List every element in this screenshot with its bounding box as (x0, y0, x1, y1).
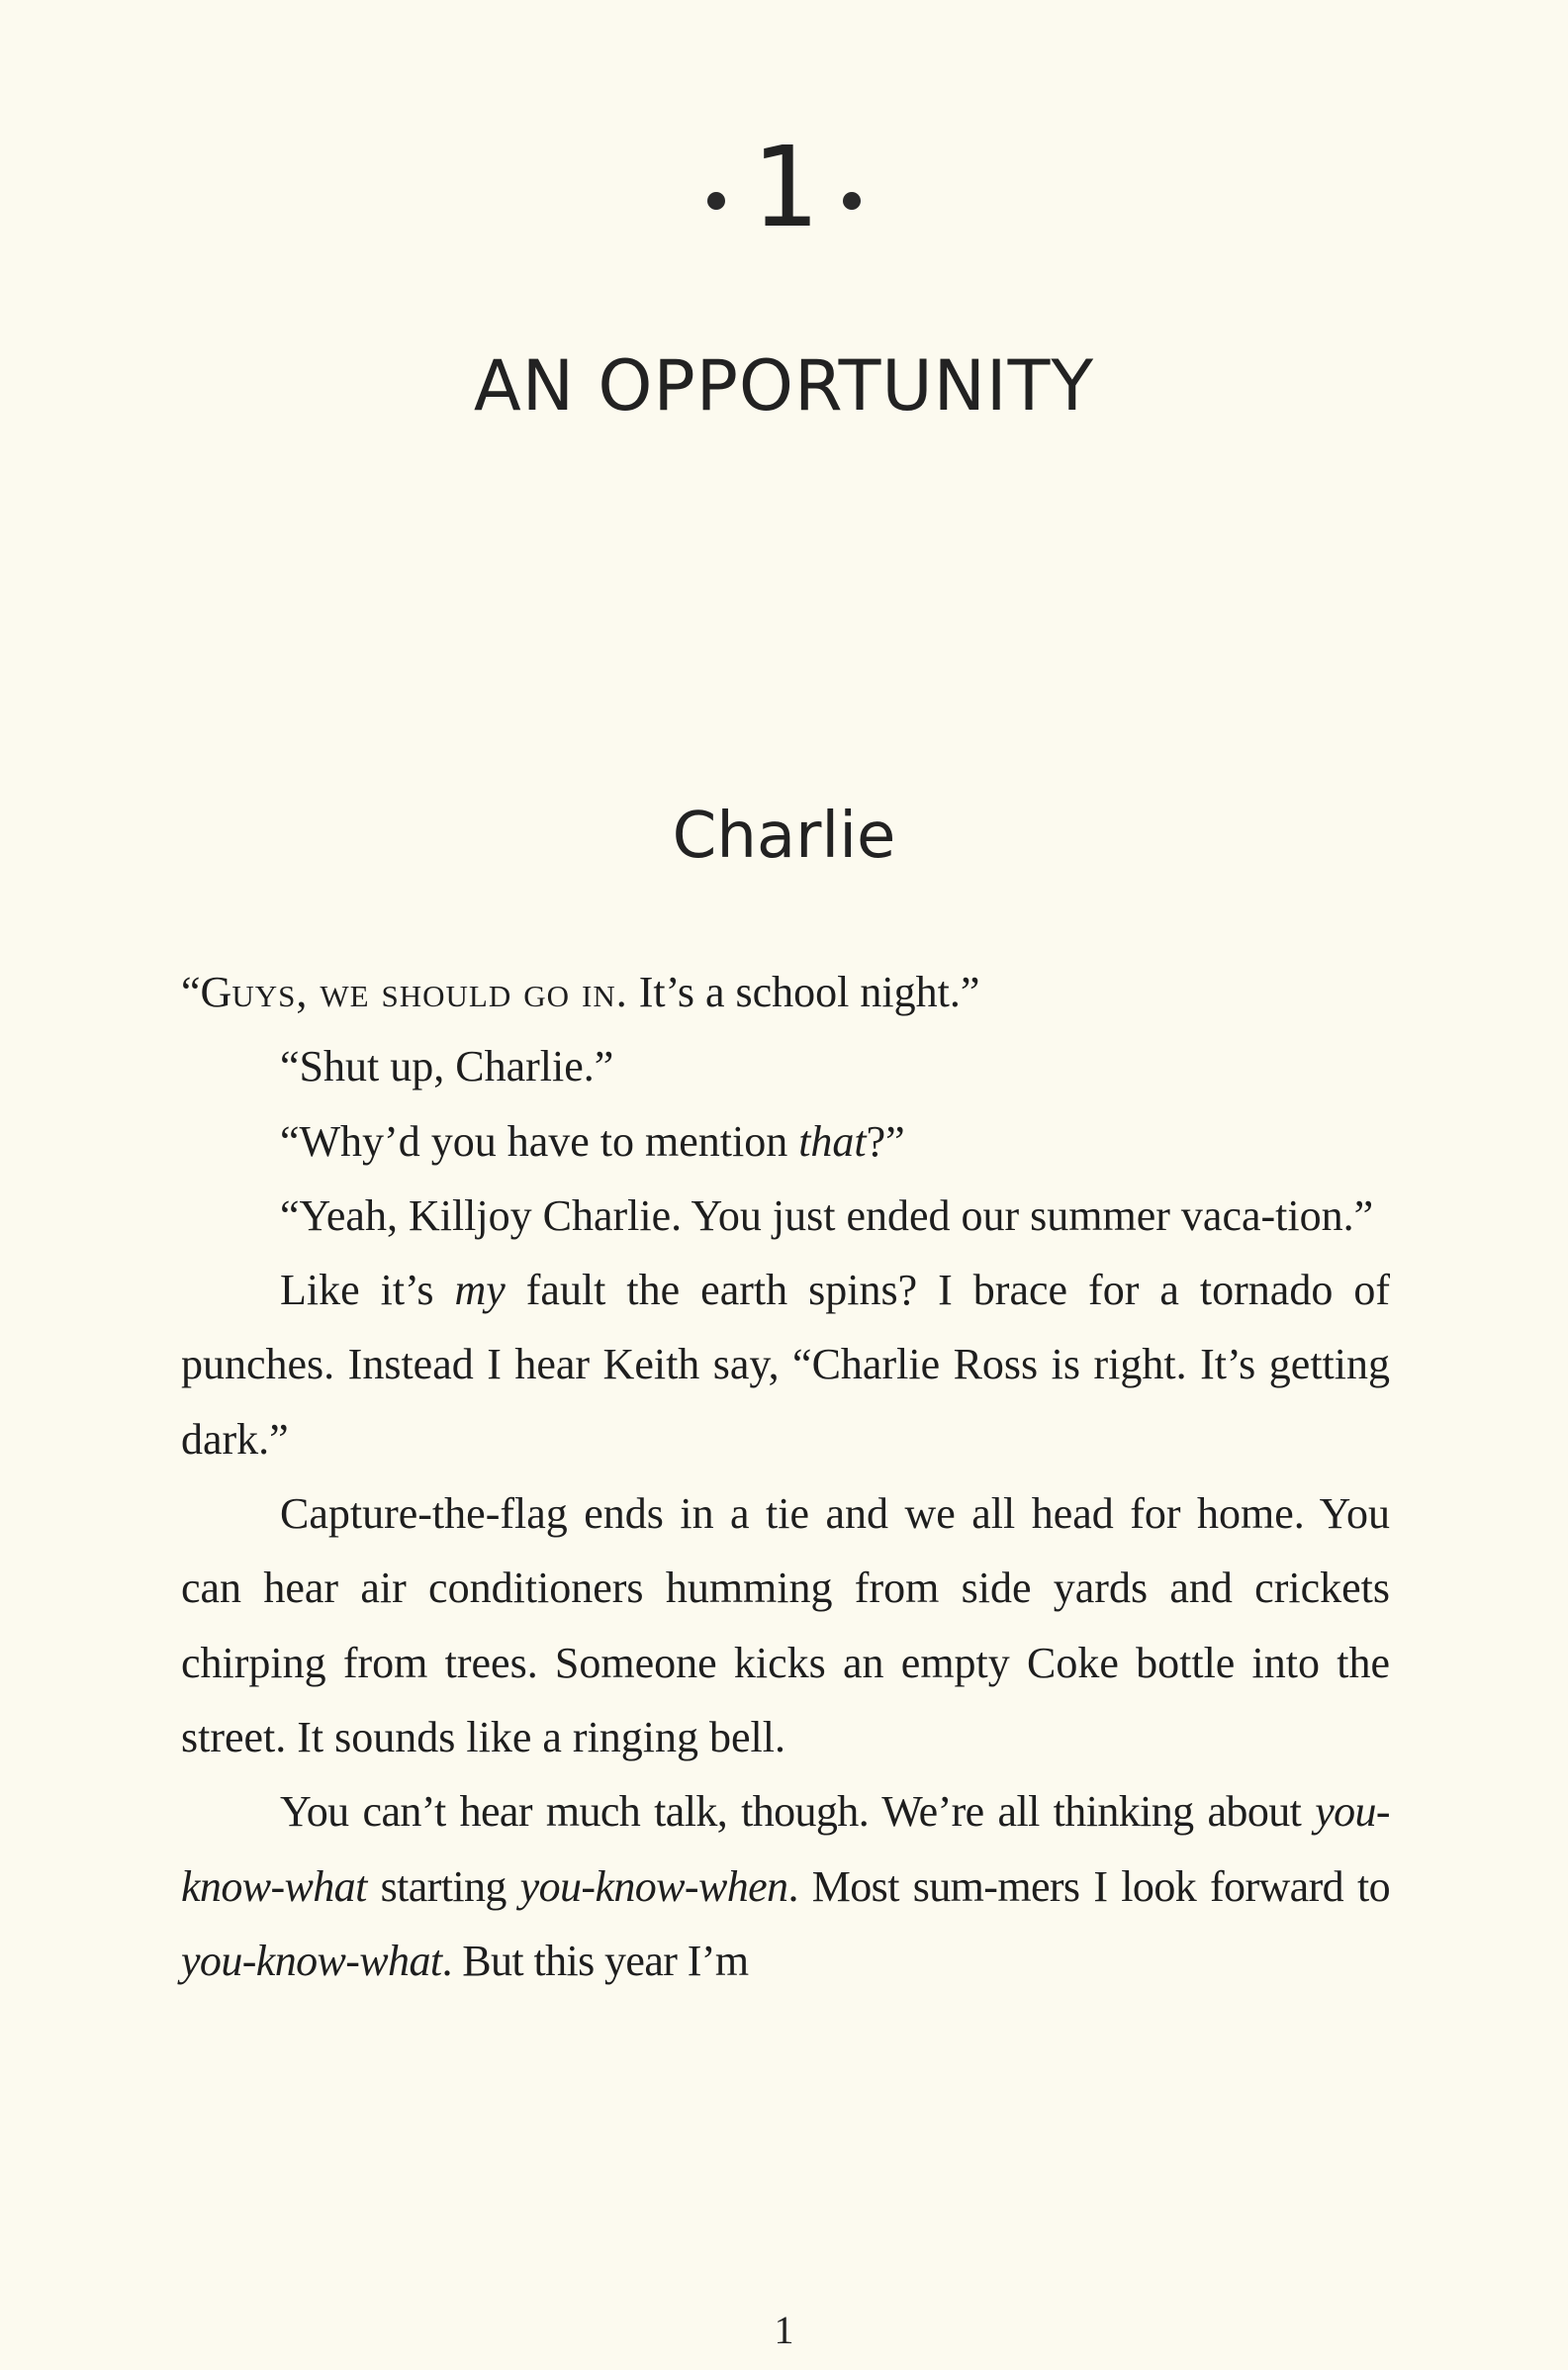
body-text (181, 955, 1390, 1998)
paragraph-2: “Shut up, Charlie.” (280, 1042, 614, 1091)
paragraph-1: “Guys, we should go in. It’s a school night.” (181, 968, 980, 1016)
paragraph-7: You can’t hear much talk, though. We’re all thinking about you-know-what starting you-know-when. Most sum-mers I look forward to you-know-what. But this year I’m (181, 1787, 1390, 1985)
ornament-dot-left (707, 192, 725, 210)
chapter-number-text: 1 (750, 124, 818, 252)
chapter-number (0, 119, 1568, 257)
ornament-dot-right (843, 192, 861, 210)
paragraph-6: Capture-the-flag ends in a tie and we all head for home. You can hear air conditioners humming from side yards and crickets chirping from trees. Someone kicks an empty Coke bottle into the street. It sounds like a ringing bell. (181, 1489, 1390, 1761)
page-number: 1 (774, 2308, 794, 2352)
paragraph-5: Like it’s my fault the earth spins? I brace for a tornado of punches. Instead I hear Keith say, “Charlie Ross is right. It’s getting dark.” (181, 1266, 1390, 1464)
paragraph-4: “Yeah, Killjoy Charlie. You just ended our summer vaca-tion.” (280, 1190, 1374, 1240)
chapter-title: AN OPPORTUNITY (473, 345, 1095, 427)
paragraph-3: “Why’d you have to mention that?” (280, 1116, 905, 1166)
section-title: Charlie (672, 800, 896, 873)
